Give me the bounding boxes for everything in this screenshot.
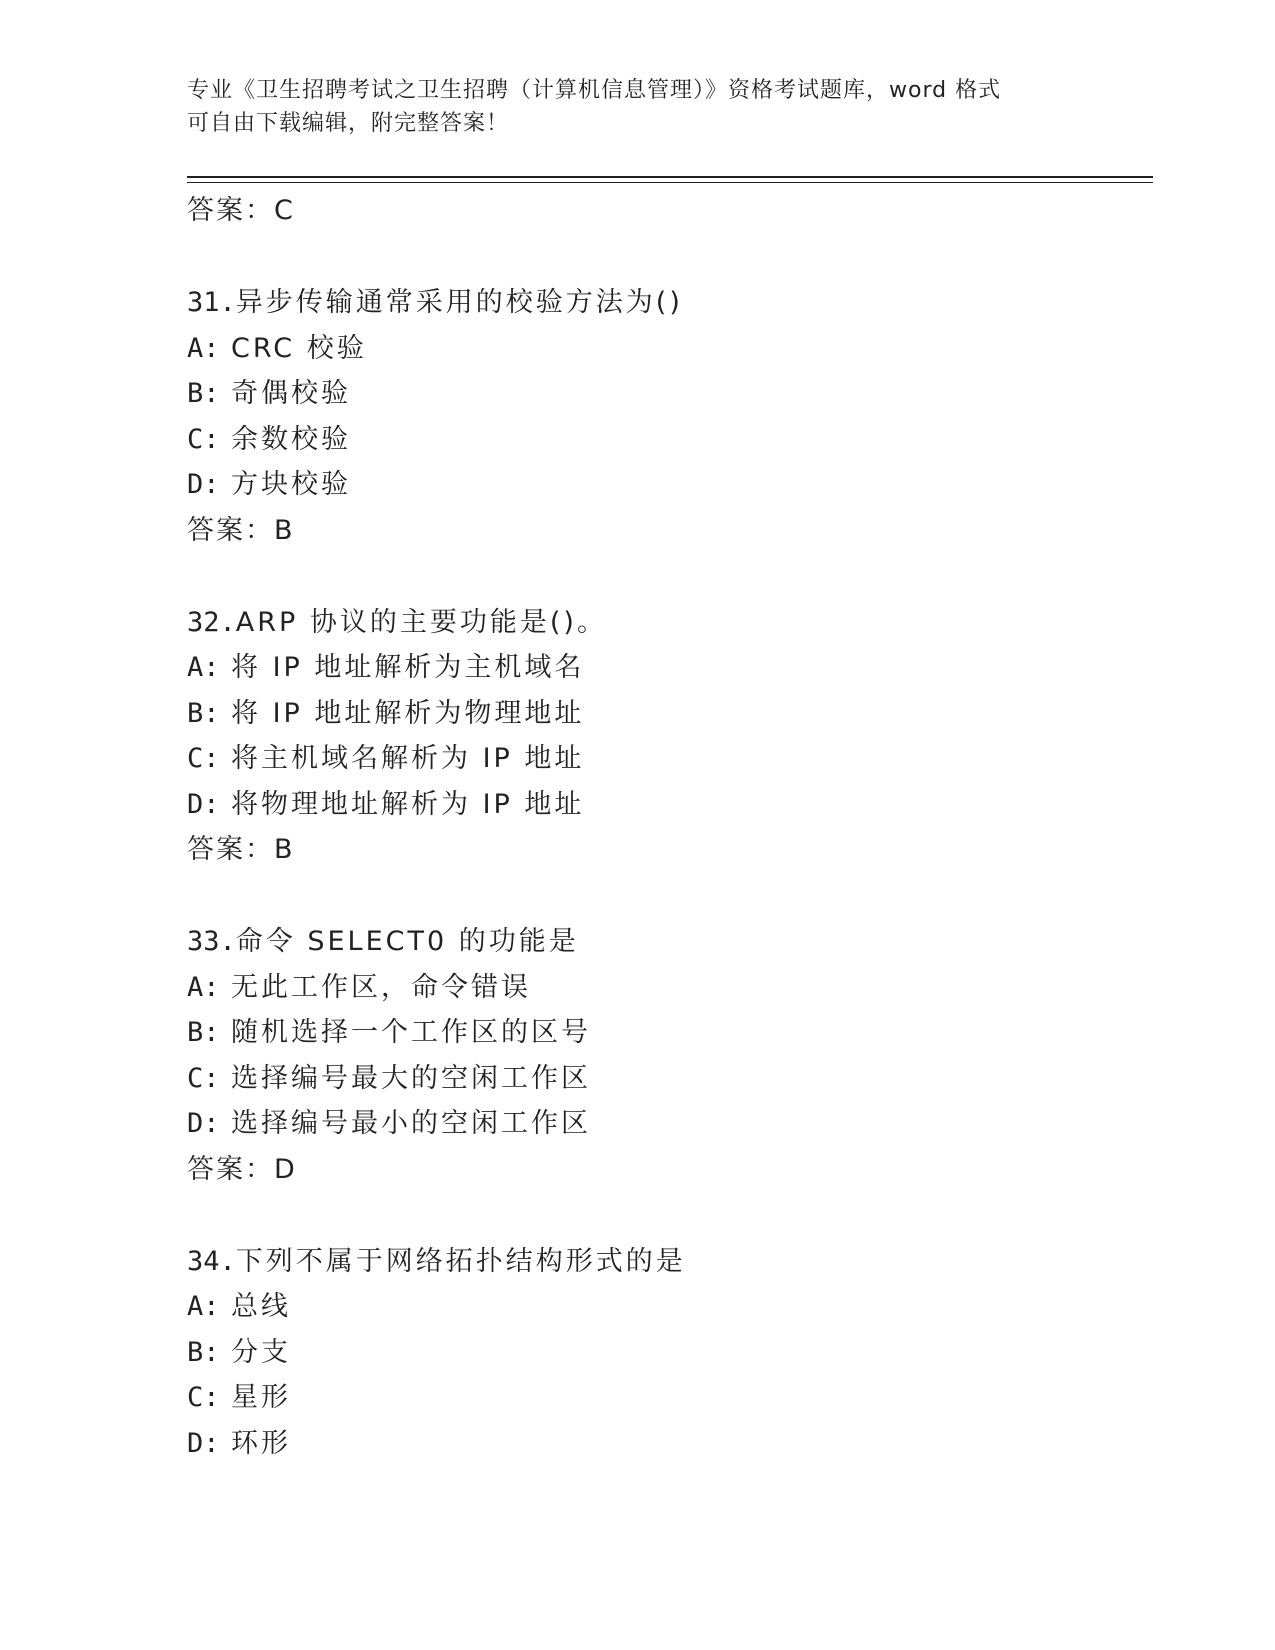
header-line-2: 可自由下载编辑，附完整答案！: [187, 111, 510, 136]
option-c: [187, 417, 1153, 463]
question-title: [187, 1239, 1153, 1285]
question-number: 31.: [187, 287, 236, 318]
option-key: D:: [187, 788, 220, 820]
option-key: A:: [187, 332, 220, 364]
answer-label: 答案：: [187, 195, 274, 226]
option-a: [187, 965, 1153, 1011]
option-text: 将物理地址解析为 IP 地址: [231, 788, 585, 820]
option-b: [187, 1330, 1153, 1376]
spacer: [187, 1192, 1153, 1239]
question-title: [187, 280, 1153, 326]
question-number: 34.: [187, 1245, 236, 1277]
answer-label: 答案：: [187, 1153, 274, 1185]
answer-value: B: [274, 514, 294, 546]
option-text: 分支: [231, 1336, 291, 1368]
option-text: 奇偶校验: [231, 378, 351, 409]
option-key: C:: [187, 1062, 220, 1094]
spacer: [187, 233, 1153, 280]
question-text: 异步传输通常采用的校验方法为(): [235, 287, 683, 318]
option-text: 星形: [231, 1382, 291, 1413]
answer-line: [187, 827, 1153, 872]
option-key: A:: [187, 971, 220, 1003]
option-b: [187, 1010, 1153, 1056]
option-key: D:: [187, 469, 220, 500]
question-text: 命令 SELECT0 的功能是: [235, 926, 579, 957]
option-c: [187, 1375, 1153, 1421]
header-divider-thin: [187, 182, 1153, 183]
answer-value: D: [274, 1153, 296, 1185]
answer-value: C: [274, 195, 294, 226]
option-key: B:: [187, 1017, 220, 1048]
option-a: [187, 645, 1153, 691]
answer-label: 答案：: [187, 514, 274, 546]
answer-line: [187, 1147, 1153, 1192]
question-number: 33.: [187, 926, 236, 957]
option-key: B:: [187, 697, 220, 729]
option-d: [187, 462, 1153, 508]
option-a: [187, 326, 1153, 372]
option-key: A:: [187, 652, 220, 683]
option-text: 将 IP 地址解析为主机域名: [231, 652, 585, 683]
option-b: [187, 691, 1153, 737]
option-key: B:: [187, 378, 220, 409]
option-text: 选择编号最大的空闲工作区: [231, 1062, 591, 1094]
option-text: 总线: [231, 1291, 291, 1322]
option-text: CRC 校验: [231, 332, 367, 364]
answer-value: B: [274, 834, 294, 865]
option-a: [187, 1284, 1153, 1330]
option-text: 无此工作区，命令错误: [231, 971, 531, 1003]
option-text: 环形: [231, 1427, 291, 1459]
option-text: 将 IP 地址解析为物理地址: [231, 697, 585, 729]
question-number: 32.: [187, 606, 236, 638]
option-text: 选择编号最小的空闲工作区: [231, 1108, 591, 1139]
answer-label: 答案：: [187, 834, 274, 865]
option-d: [187, 782, 1153, 828]
question-text: ARP 协议的主要功能是()。: [235, 606, 607, 638]
document-header: [187, 74, 1087, 140]
question-title: [187, 600, 1153, 646]
option-key: A:: [187, 1291, 220, 1322]
option-key: C:: [187, 1382, 220, 1413]
answer-line: [187, 188, 1153, 233]
question-title: [187, 919, 1153, 965]
option-text: 方块校验: [231, 469, 351, 500]
spacer: [187, 553, 1153, 600]
header-divider-thick: [187, 176, 1153, 178]
question-list: [187, 188, 1153, 1466]
spacer: [187, 872, 1153, 919]
option-c: [187, 1056, 1153, 1102]
question-text: 下列不属于网络拓扑结构形式的是: [235, 1245, 686, 1277]
option-text: 将主机域名解析为 IP 地址: [231, 743, 585, 774]
option-b: [187, 371, 1153, 417]
option-text: 余数校验: [231, 423, 351, 455]
answer-line: [187, 508, 1153, 553]
option-key: C:: [187, 423, 220, 455]
option-d: [187, 1101, 1153, 1147]
option-key: B:: [187, 1336, 220, 1368]
option-d: [187, 1421, 1153, 1467]
header-line-1: 专业《卫生招聘考试之卫生招聘（计算机信息管理）》资格考试题库，word 格式: [187, 78, 1002, 103]
option-key: D:: [187, 1427, 220, 1459]
option-key: C:: [187, 743, 220, 774]
option-key: D:: [187, 1108, 220, 1139]
option-text: 随机选择一个工作区的区号: [231, 1017, 591, 1048]
option-c: [187, 736, 1153, 782]
